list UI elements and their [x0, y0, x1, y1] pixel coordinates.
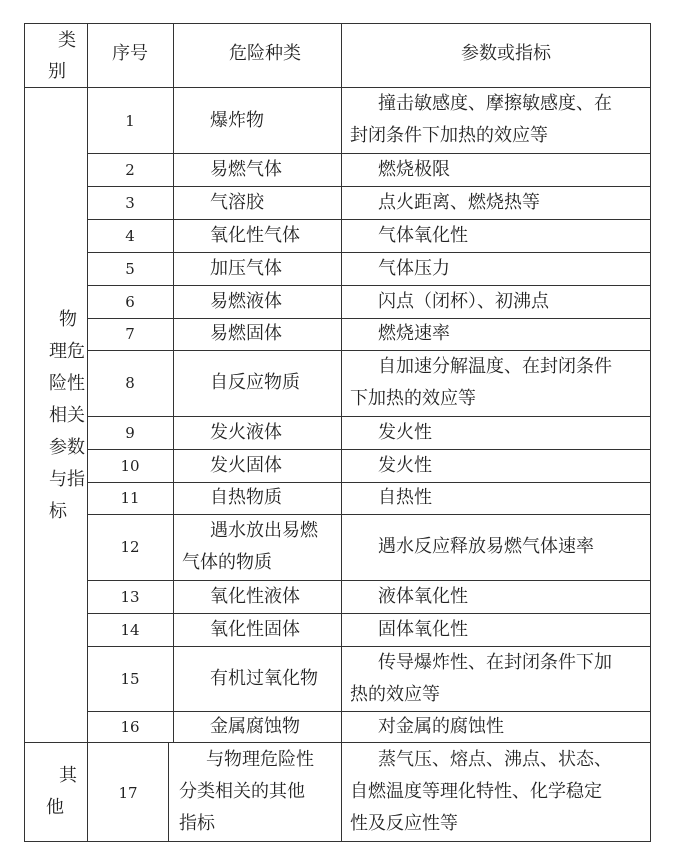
parameter: 热的效应等	[350, 684, 440, 705]
parameter: 遇水反应释放易燃气体速率	[378, 536, 594, 557]
parameter: 液体氧化性	[378, 586, 468, 607]
row-number: 1	[125, 112, 135, 130]
category-line: 参数	[49, 437, 85, 458]
hazard-type: 分类相关的其他	[179, 781, 305, 802]
row-number: 10	[120, 457, 140, 475]
hazard-type: 自热物质	[210, 487, 282, 508]
hazard-type: 气溶胶	[210, 192, 264, 213]
hazard-type: 遇水放出易燃	[210, 520, 318, 541]
header-category-line1: 类	[58, 30, 76, 51]
category-line: 物	[59, 309, 77, 330]
hazard-type: 加压气体	[210, 258, 282, 279]
hazard-type: 有机过氧化物	[210, 668, 318, 689]
row-number: 8	[125, 374, 135, 392]
category-line: 相关	[49, 405, 85, 426]
parameter: 气体氧化性	[378, 225, 468, 246]
header-category-line2: 别	[48, 61, 66, 82]
parameter: 闪点（闭杯）、初沸点	[378, 291, 549, 312]
hazard-type: 气体的物质	[182, 552, 272, 573]
row-number: 11	[120, 489, 140, 507]
category-line: 险性	[49, 373, 85, 394]
parameter: 封闭条件下加热的效应等	[350, 125, 548, 146]
parameter: 自热性	[378, 487, 432, 508]
row-number: 15	[120, 670, 140, 688]
parameter: 自加速分解温度、在封闭条件	[378, 356, 612, 377]
header-hazard-type: 危险种类	[229, 43, 301, 64]
hazard-type: 易燃气体	[210, 159, 282, 180]
hazard-type: 爆炸物	[210, 110, 264, 131]
row-number: 4	[125, 227, 135, 245]
row-number: 13	[120, 588, 140, 606]
parameter: 发火性	[378, 422, 432, 443]
parameter: 撞击敏感度、摩擦敏感度、在	[378, 93, 612, 114]
hazard-type: 发火固体	[210, 455, 282, 476]
row-number: 12	[120, 538, 140, 556]
hazard-type: 自反应物质	[210, 372, 300, 393]
header-parameter: 参数或指标	[461, 43, 551, 64]
parameter: 发火性	[378, 455, 432, 476]
parameter: 燃烧速率	[378, 323, 450, 344]
hazard-type: 指标	[179, 813, 215, 834]
hazard-type: 发火液体	[210, 422, 282, 443]
hazard-type: 易燃液体	[210, 291, 282, 312]
parameter: 下加热的效应等	[350, 388, 476, 409]
row-number: 14	[120, 621, 140, 639]
hazard-type: 易燃固体	[210, 323, 282, 344]
parameter: 燃烧极限	[378, 159, 450, 180]
parameter: 自燃温度等理化特性、化学稳定	[350, 781, 602, 802]
row-number: 9	[125, 424, 135, 442]
parameter: 传导爆炸性、在封闭条件下加	[378, 652, 612, 673]
category-line: 与指	[49, 469, 85, 490]
row-number: 7	[125, 325, 135, 343]
row-number: 5	[125, 260, 135, 278]
hazard-type: 金属腐蚀物	[210, 716, 300, 737]
hazard-type: 氧化性液体	[210, 586, 300, 607]
row-number: 3	[125, 194, 135, 212]
category-line: 标	[49, 501, 67, 522]
category-line: 理危	[49, 341, 85, 362]
parameter: 对金属的腐蚀性	[378, 716, 504, 737]
hazard-type: 与物理危险性	[206, 749, 314, 770]
header-number: 序号	[112, 43, 148, 64]
parameter: 性及反应性等	[350, 813, 458, 834]
hazard-type: 氧化性固体	[210, 619, 300, 640]
parameter: 气体压力	[378, 258, 450, 279]
hazard-type: 氧化性气体	[210, 225, 300, 246]
row-number: 2	[125, 161, 135, 179]
parameter: 蒸气压、熔点、沸点、状态、	[378, 749, 612, 770]
parameter: 点火距离、燃烧热等	[378, 192, 540, 213]
row-number: 17	[118, 784, 138, 802]
parameter: 固体氧化性	[378, 619, 468, 640]
category-line: 其	[59, 765, 77, 786]
row-number: 16	[120, 718, 140, 736]
category-line: 他	[46, 797, 64, 818]
row-number: 6	[125, 293, 135, 311]
